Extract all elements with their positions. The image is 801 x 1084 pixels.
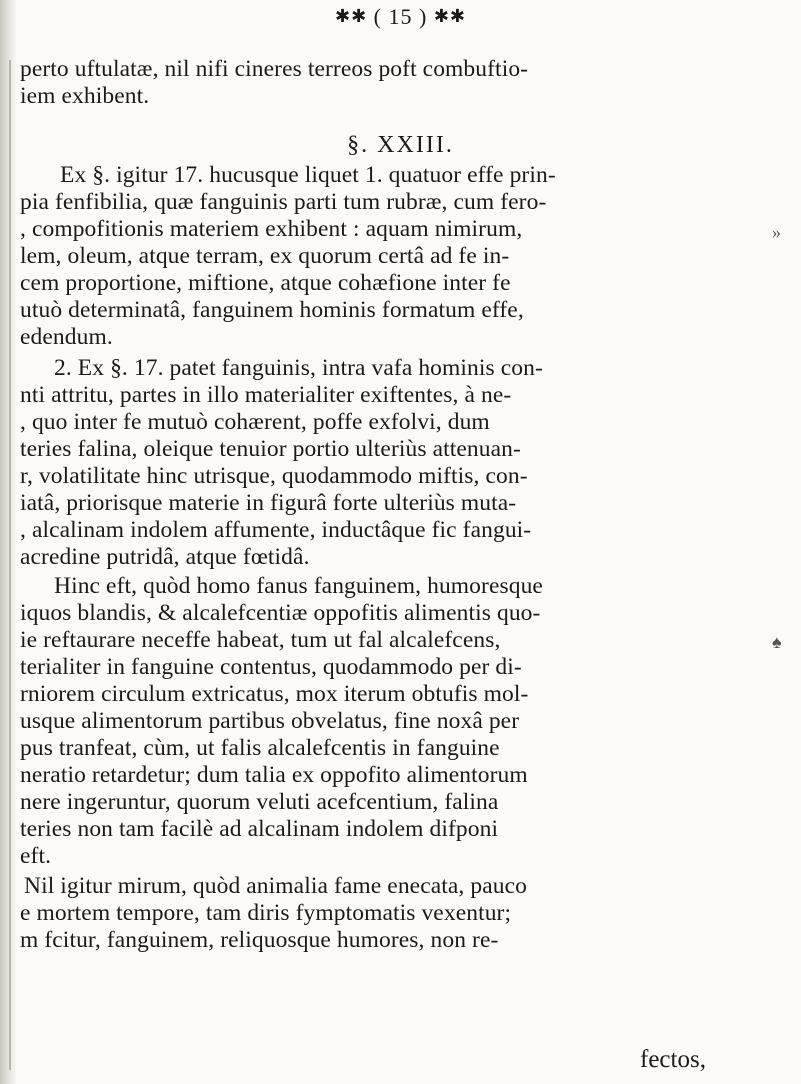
text-line: iquos blandis, & alcalefcentiæ oppofitis alimentis quo-: [20, 600, 541, 626]
text-line: , quo inter fe mutuò cohærent, poffe exfolvi, dum: [20, 409, 490, 435]
text-line: Hinc eft, quòd homo fanus fanguinem, humoresque: [54, 573, 543, 599]
text-line: r, volatilitate hinc utrisque, quodammodo miftis, con-: [20, 463, 528, 489]
binding-gutter: [0, 0, 16, 1084]
text-line: lem, oleum, atque terram, ex quorum certâ ad fe in-: [20, 243, 510, 269]
text-line: perto uftulatæ, nil nifi cineres terreos poft combuftio-: [20, 56, 529, 82]
page-number: ( 15 ): [373, 4, 428, 29]
text-line: ie reftaurare neceffe habeat, tum ut fal alcalefcens,: [20, 627, 501, 653]
text-line: iem exhibent.: [20, 83, 150, 109]
text-line: usque alimentorum partibus obvelatus, fine noxâ per: [20, 708, 520, 734]
gutter-shadow-line: [9, 60, 11, 1070]
text-line: , alcalinam indolem affumente, inductâque fic fangui-: [20, 517, 532, 543]
text-line: e mortem tempore, tam diris fymptomatis vexentur;: [20, 900, 512, 926]
text-line: eft.: [20, 843, 52, 869]
left-ornament: ✱✱: [335, 6, 368, 26]
text-line: Nil igitur mirum, quòd animalia fame enecata, pauco: [24, 873, 527, 899]
text-line: terialiter in fanguine contentus, quodammodo per di-: [20, 654, 522, 680]
text-line: acredine putridâ, atque fœtidâ.: [20, 544, 310, 570]
text-line: , compofitionis materiem exhibent : aquam nimirum,: [20, 216, 523, 242]
text-line: m fcitur, fanguinem, reliquosque humores, non re-: [20, 927, 499, 953]
text-line: cem proportione, miftione, atque cohæfione inter fe: [20, 270, 511, 296]
margin-mark: »: [772, 222, 781, 242]
text-line: neratio retardetur; dum talia ex oppofito alimentorum: [20, 762, 528, 788]
text-line: 2. Ex §. 17. patet fanguinis, intra vafa hominis con-: [54, 355, 543, 381]
text-line: teries falina, oleique tenuior portio ulteriùs attenuan-: [20, 436, 521, 462]
text-line: edendum.: [20, 324, 113, 350]
text-line: Ex §. igitur 17. hucusque liquet 1. quatuor effe prin-: [60, 162, 556, 188]
text-line: nere ingeruntur, quorum veluti acefcentium, falina: [20, 789, 499, 815]
text-line: iatâ, priorisque materie in figurâ forte ulteriùs muta-: [20, 490, 517, 516]
section-heading: §. XXIII.: [347, 132, 454, 158]
text-line: nti attritu, partes in illo materialiter exiftentes, à ne-: [20, 382, 512, 408]
catchword: fectos,: [640, 1046, 706, 1073]
right-ornament: ✱✱: [433, 6, 466, 26]
text-line: pus tranfeat, cùm, ut falis alcalefcentis in fanguine: [20, 735, 500, 761]
text-line: utuò determinatâ, fanguinem hominis formatum effe,: [20, 297, 524, 323]
margin-mark: ♠: [772, 632, 782, 652]
text-line: pia fenfibilia, quæ fanguinis parti tum rubræ, cum fero-: [20, 189, 547, 215]
text-line: teries non tam facilè ad alcalinam indolem difponi: [20, 816, 499, 842]
text-line: rniorem circulum extricatus, mox iterum obtufis mol-: [20, 681, 529, 707]
page-header: [0, 4, 801, 30]
